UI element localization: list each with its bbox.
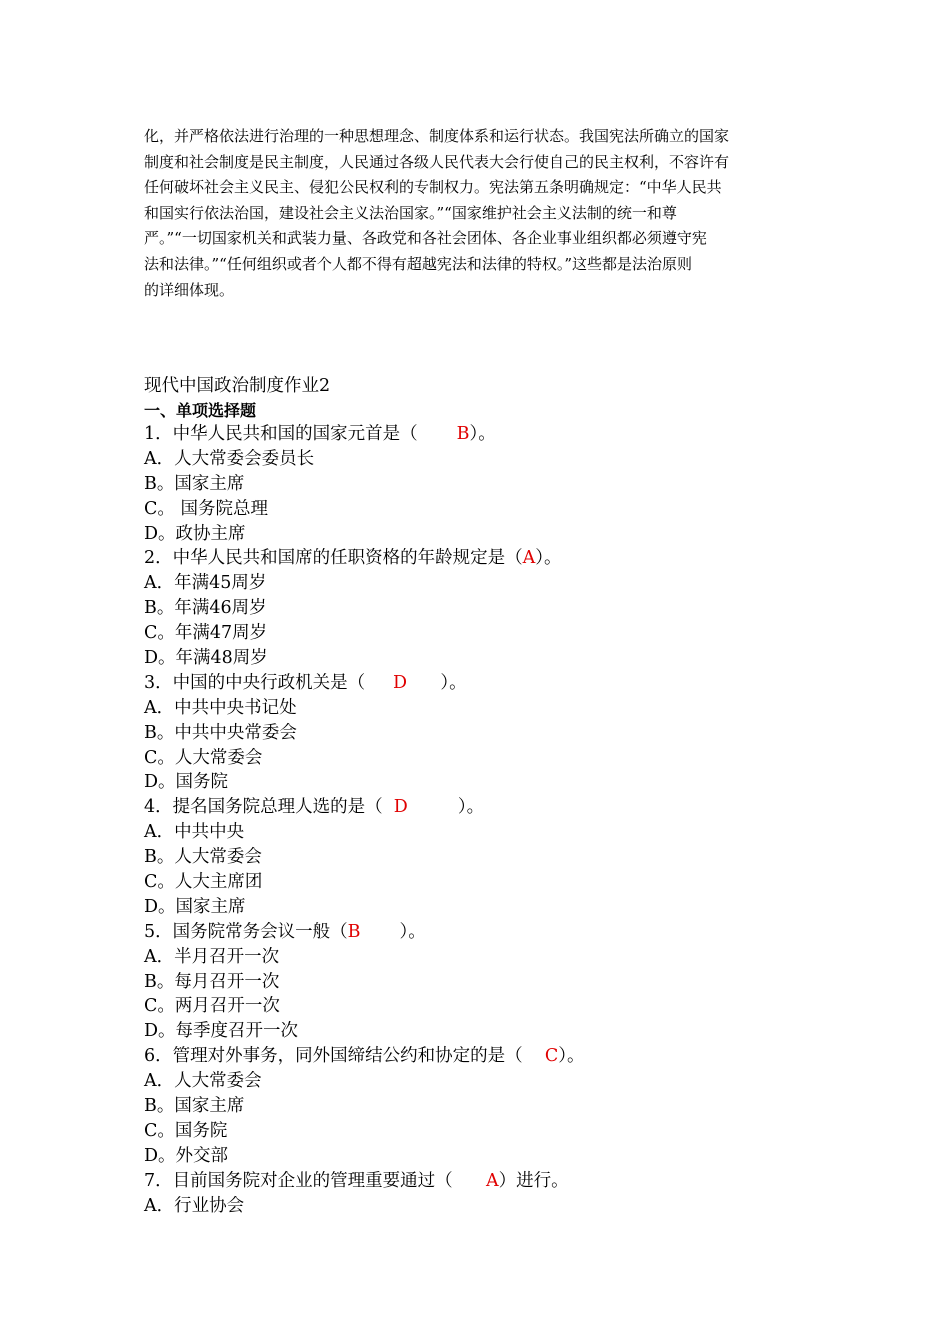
question-text: 1．中华人民共和国的国家元首是（ xyxy=(144,424,457,444)
option: D。政协主席 xyxy=(144,523,246,544)
option: C。人大常委会 xyxy=(144,747,263,768)
option: B。年满46周岁 xyxy=(144,598,267,619)
option: A．半月召开一次 xyxy=(144,946,280,967)
question-text: 6．管理对外事务，同外国缔结公约和协定的是（ xyxy=(144,1046,545,1067)
option: A．人大常委会委员长 xyxy=(144,448,315,469)
answer-mark: A xyxy=(522,548,536,569)
question-text: 3．中国的中央行政机关是（ xyxy=(144,672,393,693)
option: A．中共中央书记处 xyxy=(144,697,297,718)
homework-title: 现代中国政治制度作业2 xyxy=(144,376,331,396)
option: B。国家主席 xyxy=(144,1096,245,1117)
option: D。年满48周岁 xyxy=(144,648,268,669)
section-title: 一、单项选择题 xyxy=(144,401,257,420)
intro-line: 制度和社会制度是民主制度，人民通过各级人民代表大会行使自己的民主权利，不容许有 xyxy=(144,152,730,171)
intro-line: 法和法律。”“任何组织或者个人都不得有超越宪法和法律的特权。”这些都是法治原则 xyxy=(144,254,693,273)
option: D。国务院 xyxy=(144,772,229,793)
question-suffix: ）。 xyxy=(360,921,426,942)
intro-line: 的详细体现。 xyxy=(144,280,235,299)
answer-mark: B xyxy=(347,921,361,942)
question-7 xyxy=(144,1169,824,1194)
option: C。两月召开一次 xyxy=(144,996,280,1017)
question-suffix: ）。 xyxy=(535,548,562,569)
question-suffix: ）。 xyxy=(469,424,496,444)
intro-line: 严。”“一切国家机关和武装力量、各政党和各社会团体、各企业事业组织都必须遵守宪 xyxy=(144,229,707,248)
option: A．人大常委会 xyxy=(144,1071,262,1092)
question-suffix: ）。 xyxy=(558,1046,585,1067)
answer-mark: C xyxy=(544,1046,559,1067)
option: C。 国务院总理 xyxy=(144,498,268,519)
intro-line: 和国实行依法治国，建设社会主义法治国家。”“国家维护社会主义法制的统一和尊 xyxy=(144,203,677,222)
question-text: 5．国务院常务会议一般（ xyxy=(144,921,348,942)
intro-paragraph xyxy=(144,124,804,303)
answer-mark: B xyxy=(456,424,470,444)
option: D。每季度召开一次 xyxy=(144,1021,299,1042)
option: A．中共中央 xyxy=(144,822,245,843)
answer-mark: A xyxy=(486,1170,499,1191)
question-6 xyxy=(144,1044,824,1069)
option: B。每月召开一次 xyxy=(144,971,280,992)
option: A．行业协会 xyxy=(144,1195,245,1216)
answer-mark: D xyxy=(392,672,407,693)
option: B。人大常委会 xyxy=(144,847,262,868)
intro-line: 任何破坏社会主义民主、侵犯公民权利的专制权力。宪法第五条明确规定：“中华人民共 xyxy=(144,178,722,197)
question-1 xyxy=(144,422,824,447)
option: C。国务院 xyxy=(144,1120,228,1141)
question-3 xyxy=(144,671,824,696)
option: C。年满47周岁 xyxy=(144,623,268,644)
option: D。国家主席 xyxy=(144,896,246,917)
option: B。中共中央常委会 xyxy=(144,722,297,743)
question-5 xyxy=(144,920,824,945)
answer-mark: D xyxy=(393,797,408,818)
homework-section xyxy=(144,372,824,1219)
question-4 xyxy=(144,795,824,820)
option: C。人大主席团 xyxy=(144,872,263,893)
option: D。外交部 xyxy=(144,1145,229,1166)
option: A．年满45周岁 xyxy=(144,573,267,594)
intro-line: 化，并严格依法进行治理的一种思想理念、制度体系和运行状态。我国宪法所确立的国家 xyxy=(144,127,730,145)
question-text: 4．提名国务院总理人选的是（ xyxy=(144,797,394,818)
question-suffix: ）进行。 xyxy=(498,1170,569,1191)
question-2 xyxy=(144,546,824,571)
question-suffix: ）。 xyxy=(406,672,467,693)
question-suffix: ）。 xyxy=(407,797,485,818)
option: B。国家主席 xyxy=(144,473,245,494)
question-text: 2．中华人民共和国席的任职资格的年龄规定是（ xyxy=(144,548,523,569)
question-text: 7．目前国务院对企业的管理重要通过（ xyxy=(144,1170,487,1191)
